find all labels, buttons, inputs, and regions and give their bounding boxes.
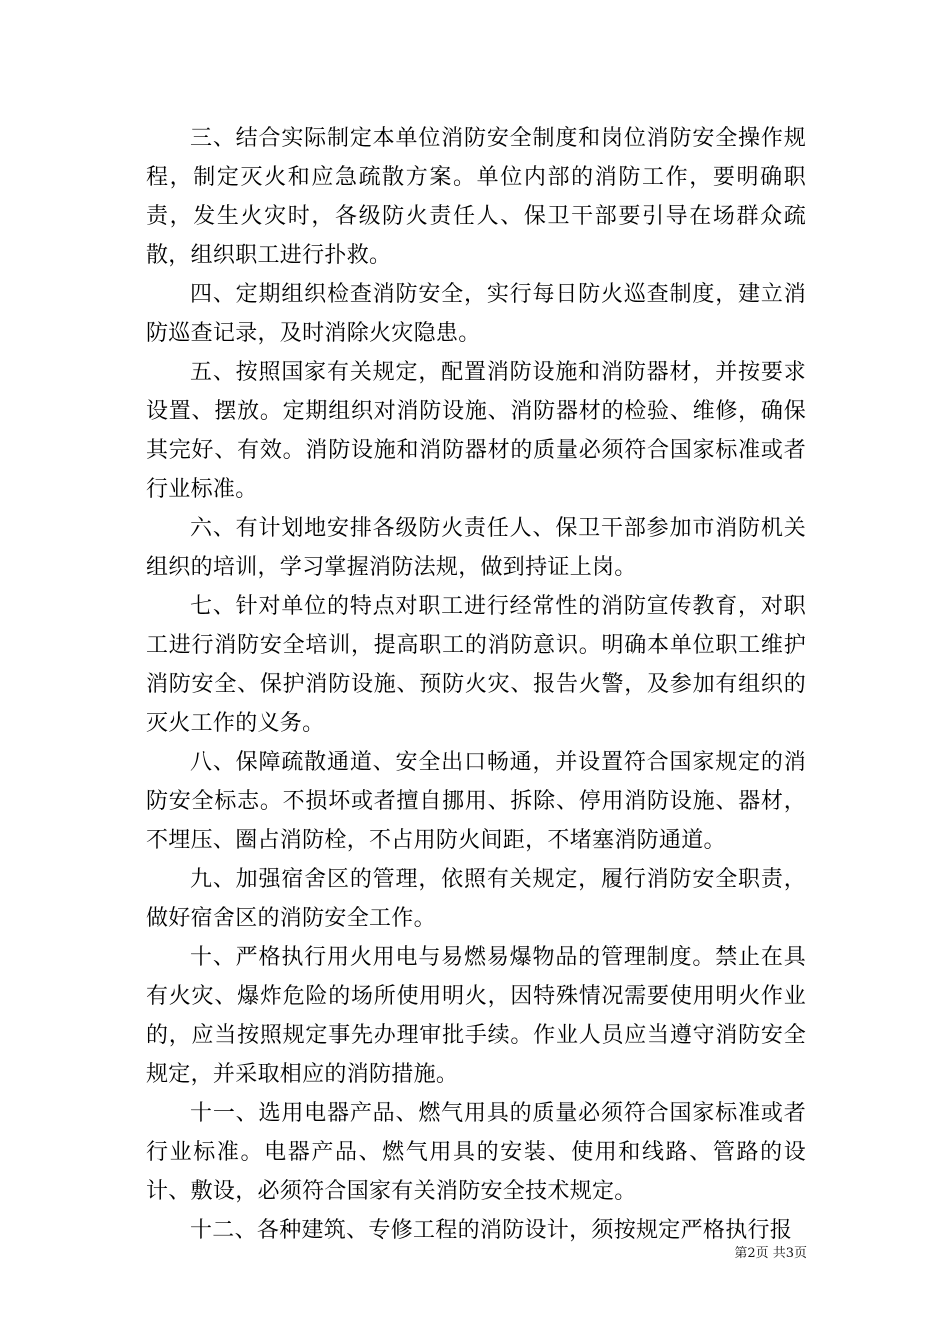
paragraph-item-12: 十二、各种建筑、专修工程的消防设计，须按规定严格执行报 xyxy=(190,1218,793,1243)
paragraph-item-5: 五、按照国家有关规定，配置消防设施和消防器材，并按要求设置、摆放。定期组织对消防设施、消防器材的检验、维修，确保其完好、有效。消防设施和消防器材的质量必须符合国家标准或者行业标准。 xyxy=(146,360,806,502)
paragraph-item-6: 六、有计划地安排各级防火责任人、保卫干部参加市消防机关组织的培训，学习掌握消防法规，做到持证上岗。 xyxy=(146,516,806,580)
paragraph-item-3: 三、结合实际制定本单位消防安全制度和岗位消防安全操作规程，制定灭火和应急疏散方案。单位内部的消防工作，要明确职责，发生火灾时，各级防火责任人、保卫干部要引导在场群众疏散，组织职工进行扑救。 xyxy=(146,126,806,268)
paragraph-item-9: 九、加强宿舍区的管理，依照有关规定，履行消防安全职责，做好宿舍区的消防安全工作。 xyxy=(146,867,806,931)
page-number-footer: 第2页 共3页 xyxy=(734,1246,807,1261)
document-body xyxy=(146,119,806,1250)
paragraph-item-7: 七、针对单位的特点对职工进行经常性的消防宣传教育，对职工进行消防安全培训，提高职工的消防意识。明确本单位职工维护消防安全、保护消防设施、预防火灾、报告火警，及参加有组织的灭火工作的义务。 xyxy=(146,594,806,736)
paragraph-item-8: 八、保障疏散通道、安全出口畅通，并设置符合国家规定的消防安全标志。不损坏或者擅自挪用、拆除、停用消防设施、器材，不埋压、圈占消防栓，不占用防火间距，不堵塞消防通道。 xyxy=(146,750,806,853)
paragraph-item-4: 四、定期组织检查消防安全，实行每日防火巡查制度，建立消防巡查记录，及时消除火灾隐患。 xyxy=(146,282,806,346)
paragraph-item-10: 十、严格执行用火用电与易燃易爆物品的管理制度。禁止在具有火灾、爆炸危险的场所使用明火，因特殊情况需要使用明火作业的，应当按照规定事先办理审批手续。作业人员应当遵守消防安全规定，并采取相应的消防措施。 xyxy=(146,945,806,1087)
paragraph-item-11: 十一、选用电器产品、燃气用具的质量必须符合国家标准或者行业标准。电器产品、燃气用具的安装、使用和线路、管路的设计、敷设，必须符合国家有关消防安全技术规定。 xyxy=(146,1101,806,1204)
